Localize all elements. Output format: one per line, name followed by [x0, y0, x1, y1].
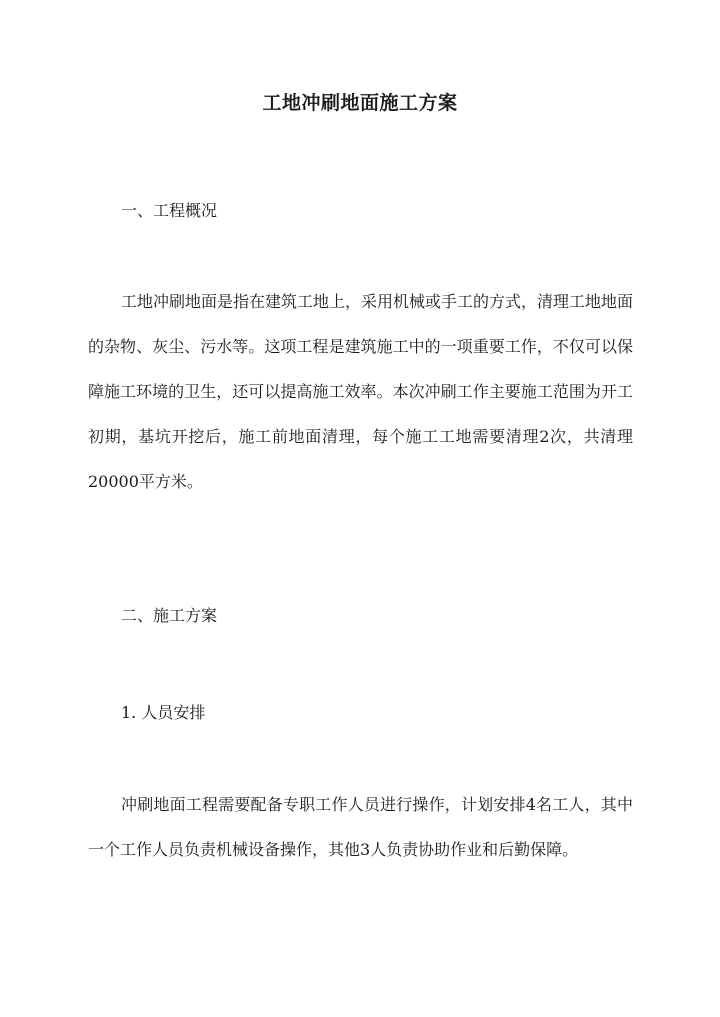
overview-paragraph: 工地冲刷地面是指在建筑工地上，采用机械或手工的方式，清理工地地面的杂物、灰尘、污水等。这项工程是建筑施工中的一项重要工作，不仅可以保障施工环境的卫生，还可以提高施工效率。本次冲刷工作主要施工范围为开工初期，基坑开挖后，施工前地面清理，每个施工工地需要清理2次，共清理20000平方米。	[88, 292, 634, 491]
subsection-heading-staffing: 1. 人员安排	[121, 703, 206, 722]
section-heading-overview: 一、工程概况	[121, 201, 218, 220]
page-title: 工地冲刷地面施工方案	[262, 92, 458, 114]
section-heading-plan: 二、施工方案	[121, 606, 218, 625]
staffing-paragraph: 冲刷地面工程需要配备专职工作人员进行操作，计划安排4名工人，其中一个工作人员负责机械设备操作，其他3人负责协助作业和后勤保障。	[88, 795, 633, 859]
